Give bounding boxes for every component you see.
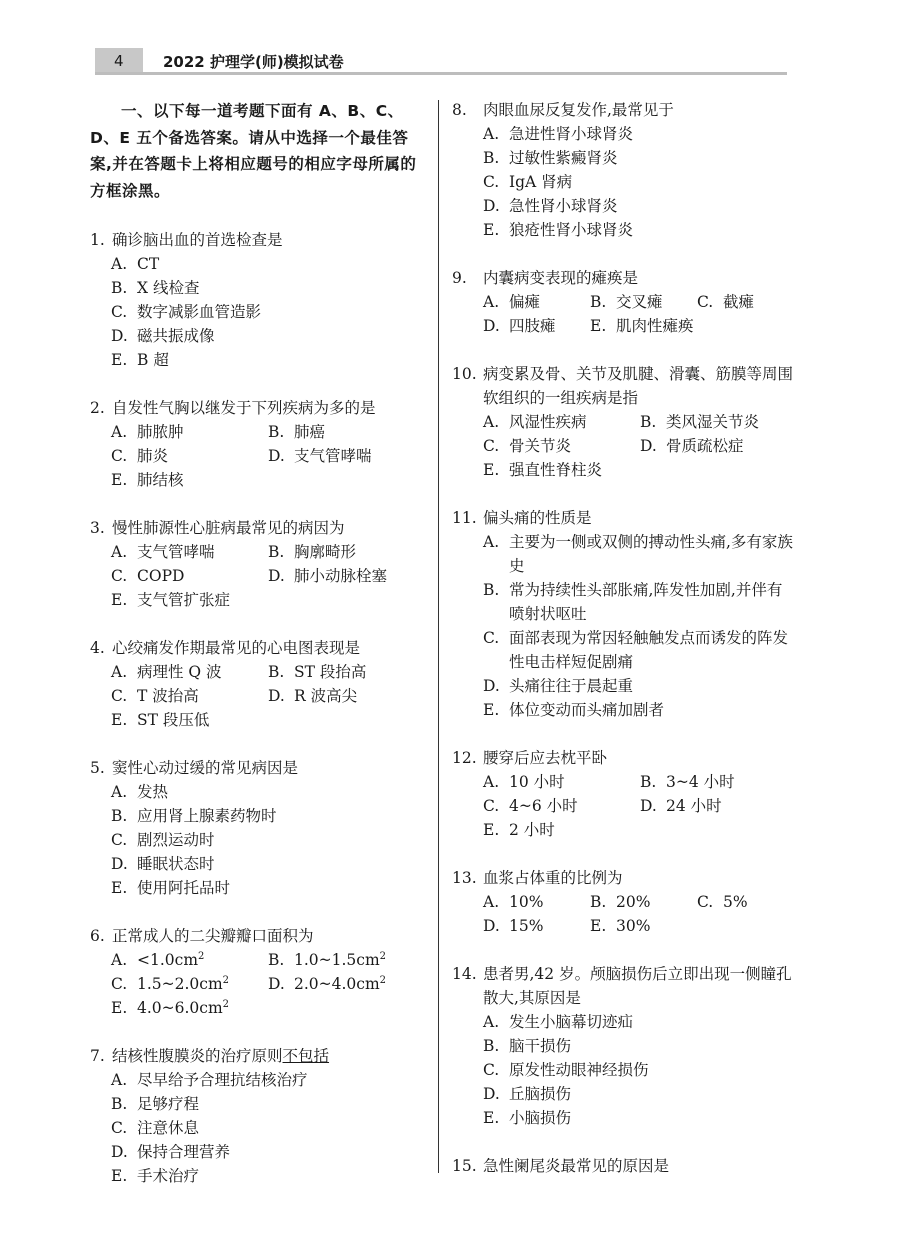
option-a: A. 急进性肾小球肾炎	[483, 125, 634, 143]
question-stem: 正常成人的二尖瓣瓣口面积为	[112, 927, 314, 945]
question-5	[90, 756, 425, 900]
question-stem: 肉眼血尿反复发作,最常见于	[483, 101, 674, 119]
question-number: 8.	[452, 101, 467, 119]
emphasis-underline: 不包括	[282, 1047, 330, 1065]
option-d: D. 15%	[483, 917, 544, 935]
option-d: D. 保持合理营养	[111, 1143, 231, 1161]
option-c: C. 原发性动眼神经损伤	[483, 1061, 649, 1079]
section-instructions: 一、以下每一道考题下面有 A、B、C、D、E 五个备选答案。请从中选择一个最佳答案,并在答题卡上将相应题号的相应字母所属的方框涂黑。	[90, 102, 417, 200]
question-stem: 病变累及骨、关节及肌腱、滑囊、筋膜等周围软组织的一组疾病是指	[483, 365, 794, 407]
option-b: B. ST 段抬高	[268, 663, 367, 681]
page-number: 4	[114, 52, 124, 70]
question-6	[90, 924, 425, 1020]
question-stem: 慢性肺源性心脏病最常见的病因为	[112, 519, 345, 537]
question-number: 9.	[452, 269, 467, 287]
question-7	[90, 1044, 425, 1188]
question-4	[90, 636, 425, 732]
question-stem: 确诊脑出血的首选检查是	[112, 231, 283, 249]
question-9	[452, 266, 797, 338]
option-b: B. 20%	[590, 893, 651, 911]
option-c: C. 截瘫	[697, 293, 755, 311]
option-e: E. 手术治疗	[111, 1167, 200, 1185]
option-d: D. 骨质疏松症	[640, 437, 744, 455]
option-b: B. 3~4 小时	[640, 773, 735, 791]
option-d: D. $2.0\sim 4.0cm^2$	[268, 974, 387, 993]
option-b: B. 应用肾上腺素药物时	[111, 807, 277, 825]
option-e: E. B 超	[111, 351, 169, 369]
right-column	[452, 98, 797, 1202]
option-b: B. 足够疗程	[111, 1095, 200, 1113]
question-number: 1.	[90, 231, 105, 249]
option-d: D. 四肢瘫	[483, 317, 556, 335]
option-d: D. 支气管哮喘	[268, 447, 372, 465]
question-number: 7.	[90, 1047, 105, 1065]
option-c: C. 4~6 小时	[483, 797, 578, 815]
option-b: B. $1.0\sim 1.5cm^2$	[268, 950, 387, 969]
option-e: E. ST 段压低	[111, 711, 210, 729]
option-a: A. 偏瘫	[483, 293, 541, 311]
question-number: 13.	[452, 869, 477, 887]
option-a: A. 10 小时	[483, 773, 565, 791]
option-e: E. 体位变动而头痛加剧者	[483, 701, 665, 719]
question-8	[452, 98, 797, 242]
option-d: D. 磁共振成像	[111, 327, 215, 345]
option-b: B. 胸廓畸形	[268, 543, 357, 561]
question-number: 5.	[90, 759, 105, 777]
option-d: D. 丘脑损伤	[483, 1085, 572, 1103]
option-a: A. 肺脓肿	[111, 423, 184, 441]
option-a: A. 发热	[111, 783, 169, 801]
question-stem: 血浆占体重的比例为	[483, 869, 623, 887]
question-number: 14.	[452, 965, 477, 983]
option-b: B. 过敏性紫癜肾炎	[483, 149, 618, 167]
option-e: E. $4.0\sim 6.0cm^2$	[111, 998, 230, 1017]
option-c: C. T 波抬高	[111, 687, 199, 705]
option-a: A. 主要为一侧或双侧的搏动性头痛,多有家族史	[483, 533, 793, 575]
option-d: D. R 波高尖	[268, 687, 358, 705]
question-14	[452, 962, 797, 1130]
option-e: E. 肺结核	[111, 471, 184, 489]
option-a: A. 风湿性疾病	[483, 413, 587, 431]
question-stem: 窦性心动过缓的常见病因是	[112, 759, 299, 777]
option-d: D. 睡眠状态时	[111, 855, 215, 873]
question-10	[452, 362, 797, 482]
header-rule	[95, 72, 787, 75]
question-15	[452, 1154, 797, 1178]
question-13	[452, 866, 797, 938]
question-number: 15.	[452, 1157, 477, 1175]
question-stem: 患者男,42 岁。颅脑损伤后立即出现一侧瞳孔散大,其原因是	[483, 965, 792, 1007]
page-title: 2022 护理学(师)模拟试卷	[163, 53, 344, 71]
option-d: D. 肺小动脉栓塞	[268, 567, 388, 585]
question-number: 3.	[90, 519, 105, 537]
question-stem: 腰穿后应去枕平卧	[483, 749, 608, 767]
question-3	[90, 516, 425, 612]
question-2	[90, 396, 425, 492]
question-stem: 心绞痛发作期最常见的心电图表现是	[112, 639, 361, 657]
option-b: B. 类风湿关节炎	[640, 413, 760, 431]
option-a: A. 发生小脑幕切迹疝	[483, 1013, 634, 1031]
option-d: D. 头痛往往于晨起重	[483, 677, 634, 695]
option-b: B. 脑干损伤	[483, 1037, 572, 1055]
option-e: E. 使用阿托品时	[111, 879, 231, 897]
option-d: D. 24 小时	[640, 797, 722, 815]
question-number: 2.	[90, 399, 105, 417]
question-stem: 急性阑尾炎最常见的原因是	[483, 1157, 670, 1175]
option-b: B. X 线检查	[111, 279, 200, 297]
option-b: B. 交叉瘫	[590, 293, 663, 311]
option-c: C. 5%	[697, 893, 748, 911]
option-c: C. COPD	[111, 567, 185, 585]
option-c: C. 注意休息	[111, 1119, 200, 1137]
option-d: D. 急性肾小球肾炎	[483, 197, 618, 215]
option-e: E. 支气管扩张症	[111, 591, 231, 609]
question-stem: 偏头痛的性质是	[483, 509, 592, 527]
option-e: E. 2 小时	[483, 821, 555, 839]
left-column	[90, 98, 425, 1212]
question-number: 11.	[452, 509, 477, 527]
question-stem: 结核性腹膜炎的治疗原则不包括	[112, 1047, 330, 1065]
question-11	[452, 506, 797, 722]
option-c: C. 剧烈运动时	[111, 831, 215, 849]
question-1	[90, 228, 425, 372]
option-a: A. 支气管哮喘	[111, 543, 215, 561]
question-number: 10.	[452, 365, 477, 383]
option-c: C. IgA 肾病	[483, 173, 573, 191]
question-stem: 内囊病变表现的瘫痪是	[483, 269, 639, 287]
option-e: E. 强直性脊柱炎	[483, 461, 603, 479]
option-e: E. 肌肉性瘫痪	[590, 317, 694, 335]
option-e: E. 狼疮性肾小球肾炎	[483, 221, 634, 239]
column-divider	[438, 100, 439, 1173]
question-number: 6.	[90, 927, 105, 945]
option-a: A. CT	[111, 255, 160, 273]
option-a: A. $<1.0cm^2$	[111, 950, 205, 969]
option-c: C. 数字减影血管造影	[111, 303, 262, 321]
option-e: E. 小脑损伤	[483, 1109, 572, 1127]
question-number: 4.	[90, 639, 105, 657]
question-number: 12.	[452, 749, 477, 767]
option-a: A. 病理性 Q 波	[111, 663, 222, 681]
option-a: A. 尽早给予合理抗结核治疗	[111, 1071, 308, 1089]
option-c: C. $1.5\sim 2.0cm^2$	[111, 974, 230, 993]
option-c: C. 面部表现为常因轻触触发点而诱发的阵发性电击样短促剧痛	[483, 629, 789, 671]
option-c: C. 骨关节炎	[483, 437, 572, 455]
option-b: B. 肺癌	[268, 423, 326, 441]
option-b: B. 常为持续性头部胀痛,阵发性加剧,并伴有喷射状呕吐	[483, 581, 783, 623]
option-c: C. 肺炎	[111, 447, 169, 465]
option-e: E. 30%	[590, 917, 651, 935]
question-stem: 自发性气胸以继发于下列疾病为多的是	[112, 399, 376, 417]
option-a: A. 10%	[483, 893, 544, 911]
question-12	[452, 746, 797, 842]
